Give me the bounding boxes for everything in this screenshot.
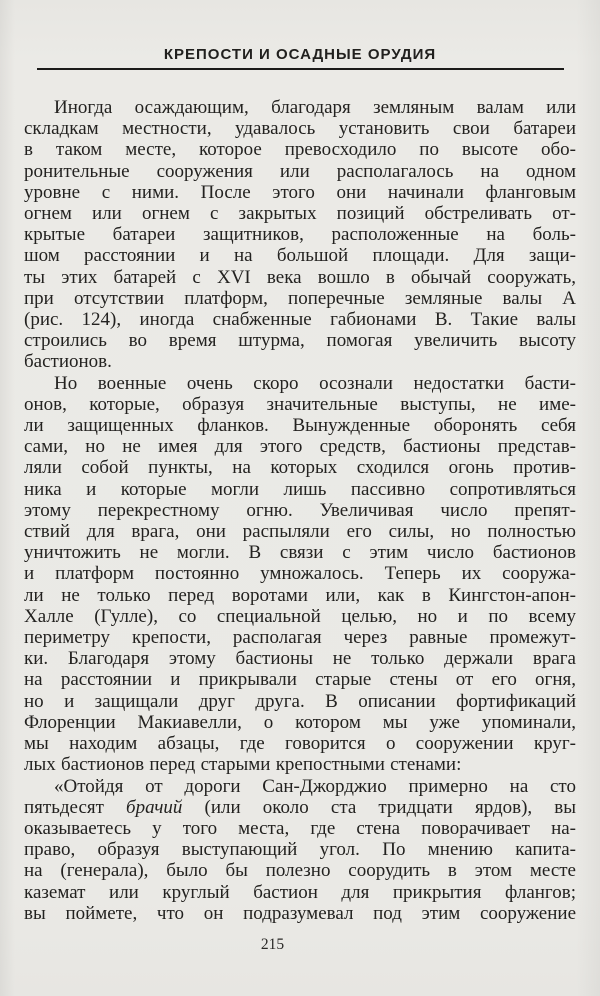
text-line: периметру крепости, располагая через равные промежут-: [24, 627, 576, 649]
text-line: ли не только перед воротами или, как в Кингстон-апон-: [24, 584, 576, 606]
text-line: сами, но не имея для этого средств, бастионы представ-: [24, 436, 576, 458]
text-line: ли защищенных фланков. Вынужденные оборонять себя: [24, 415, 576, 437]
text-line: ки. Благодаря этому бастионы не только держали врага: [24, 648, 576, 670]
text-line: крытые батареи защитников, расположенные на боль-: [24, 224, 576, 246]
text-line: Халле (Гулле), со специальной целью, но и по всему: [24, 605, 576, 627]
line-fragment: (или около ста тридцати ярдов), вы: [182, 796, 576, 818]
italic-term: брачий: [126, 796, 183, 818]
text-line: онов, которые, образуя значительные выступы, не име-: [24, 393, 576, 415]
text-line: лых бастионов перед старыми крепостными стенами:: [24, 754, 462, 776]
text-line: вы поймете, что он подразумевал под этим сооружение: [24, 902, 576, 924]
text-line: ствий для врага, они распыляли его силы, но полностью: [24, 521, 576, 543]
line-fragment: пятьдесят: [24, 796, 127, 818]
text-line: Но военные очень скоро осознали недостатки басти-: [54, 372, 576, 394]
text-line: на расстоянии и прикрывали старые стены от его огня,: [24, 669, 576, 691]
text-line: складкам местности, удавалось установить свои батареи: [24, 118, 576, 140]
text-line: право, образуя выступающий угол. По мнению капита-: [24, 839, 576, 861]
text-line: ронительные сооружения или располагалось на одном: [24, 160, 576, 182]
paragraph: [24, 373, 576, 776]
text-line: оказываетесь у того места, где стена поворачивает на-: [24, 817, 576, 839]
text-line: [24, 797, 576, 818]
text-line: шом расстоянии и на большой площади. Для защи-: [24, 245, 576, 267]
page-number: 215: [260, 936, 285, 953]
text-line: при отсутствии платформ, поперечные земляные валы A: [24, 287, 576, 309]
paragraph: [24, 776, 576, 924]
text-line: уничтожить не могли. В связи с этим число бастионов: [24, 542, 576, 564]
body-text: [24, 97, 576, 924]
text-line: ляли собой пункты, на которых сходился огонь против-: [24, 457, 576, 479]
paragraph: [24, 97, 576, 373]
text-line: огнем или огнем с закрытых позиций обстреливать от-: [24, 203, 576, 225]
text-line: но и защищали друг друга. В описании фортификаций: [24, 690, 576, 712]
text-line: строились во время штурма, помогая увеличить высоту: [24, 330, 576, 352]
header-rule: [37, 68, 564, 70]
text-line: и платформ постоянно умножалось. Теперь их сооружа-: [24, 563, 576, 585]
text-line: каземат или круглый бастион для прикрытия флангов;: [24, 881, 576, 903]
text-line: на (генерала), было бы полезно соорудить в этом месте: [24, 860, 576, 882]
text-line: этому перекрестному огню. Увеличивая число препят-: [24, 499, 576, 521]
running-header: КРЕПОСТИ И ОСАДНЫЕ ОРУДИЯ: [163, 46, 437, 63]
text-line: уровне с ними. После этого они начинали фланговым: [24, 181, 576, 203]
text-line: в таком месте, которое превосходило по высоте обо-: [24, 139, 576, 161]
text-line: Иногда осаждающим, благодаря земляным валам или: [54, 97, 576, 118]
text-line: ты этих батарей с XVI века вошло в обычай сооружать,: [24, 266, 576, 288]
text-line: мы находим абзацы, где говорится о сооружении круг-: [24, 733, 576, 755]
text-line: (рис. 124), иногда снабженные габионами B. Такие валы: [24, 309, 576, 331]
text-line: «Отойдя от дороги Сан-Джорджио примерно на сто: [54, 775, 576, 797]
text-line: Флоренции Макиавелли, о котором мы уже упоминали,: [24, 711, 576, 733]
text-line: бастионов.: [24, 351, 112, 373]
text-line: ника и которые могли лишь пассивно сопротивляться: [24, 478, 576, 500]
